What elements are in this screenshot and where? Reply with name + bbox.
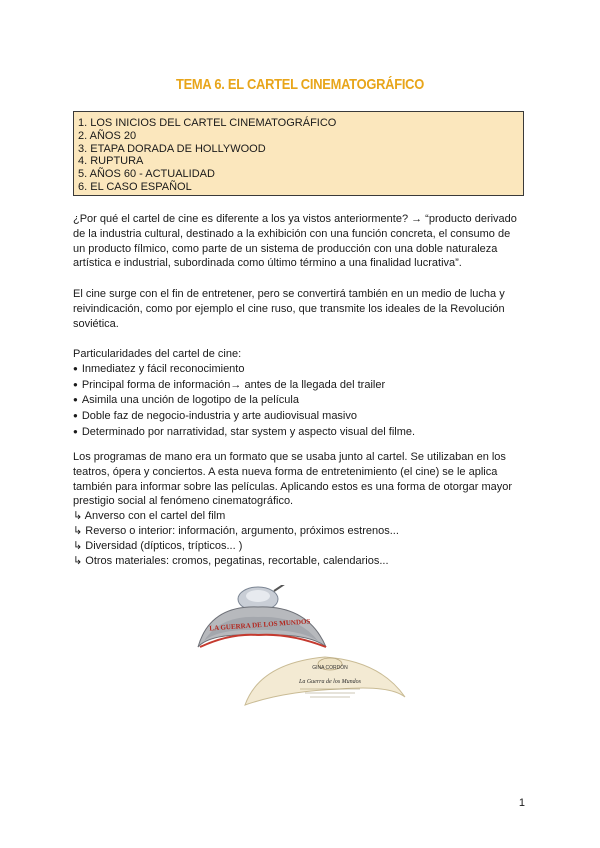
list-item: ● Principal forma de información→ antes de la llegada del trailer [73, 378, 528, 394]
fan-program-cream [245, 657, 405, 705]
table-of-contents [73, 111, 524, 196]
toc-item: 6. EL CASO ESPAÑOL [78, 180, 192, 193]
paragraph-programs [73, 450, 528, 568]
page-title: TEMA 6. EL CARTEL CINEMATOGRÁFICO [175, 76, 425, 93]
page-number: 1 [518, 797, 525, 809]
text-line: El cine surge con el fin de entretener, pero se convertirá también en un medio de lucha y [73, 288, 505, 300]
text-line: un producto fílmico, como parte de un sistema de producción con una doble naturaleza [73, 242, 498, 255]
text-line: ¿Por qué el cartel de cine es diferente a los ya vistos anteriormente? → “producto derivado [73, 213, 517, 225]
text-line: prestigio social al fenómeno cinematográfico. [73, 495, 294, 508]
text-line: de la industria cultural, destinado a la exhibición con una función concreta, el consumo de [73, 227, 511, 240]
particularities-list [73, 347, 528, 441]
toc-item: 5. AÑOS 60 - ACTUALIDAD [78, 168, 215, 181]
toc-item: 1. LOS INICIOS DEL CARTEL CINEMATOGRÁFICO [78, 117, 337, 129]
text-line: Los programas de mano era un formato que se usaba junto al cartel. Se utilizaban en los [73, 451, 506, 463]
hand-fan-programs-image [190, 585, 420, 725]
paragraph-definition [73, 212, 528, 271]
toc-item: 4. RUPTURA [78, 155, 144, 168]
text-line: también para informar sobre las películas. Aplicando estos es una forma de otorgar mayor [73, 480, 513, 493]
text-line: artística e industrial, subordinada como último término a una finalidad lucrativa”. [73, 257, 462, 270]
sub-list-item: ↳ Anverso con el cartel del film [73, 510, 226, 523]
list-item: ● Asimila una unción de logotipo de la película [73, 393, 528, 409]
toc-item: 2. AÑOS 20 [78, 129, 137, 142]
sub-list-item: ↳ Reverso o interior: información, argumento, próximos estrenos... [73, 524, 399, 537]
text-line: soviética. [73, 317, 119, 330]
fan-program-war-of-worlds [198, 585, 326, 647]
fan1-title: LA GUERRA DE LOS MUNDOS [209, 617, 311, 633]
sub-list-item: ↳ Diversidad (dípticos, trípticos... ) [73, 539, 243, 552]
list-item: ● Inmediatez y fácil reconocimiento [73, 362, 528, 378]
list-item: ● Determinado por narratividad, star system y aspecto visual del filme. [73, 425, 528, 441]
text-line: reivindicación, como por ejemplo el cine ruso, que transmite los ideales de la Revolución [73, 302, 505, 315]
text-line: teatros, ópera y conciertos. A esta nueva forma de entretenimiento (el cine) se le aplica [73, 465, 498, 478]
list-intro: Particularidades del cartel de cine: [73, 348, 242, 360]
sub-list-item: ↳ Otros materiales: cromos, pegatinas, recortable, calendarios... [73, 554, 389, 567]
toc-item: 3. ETAPA DORADA DE HOLLYWOOD [78, 142, 266, 155]
list-item: ● Doble faz de negocio-industria y arte audiovisual masivo [73, 409, 528, 425]
paragraph-purpose [73, 287, 528, 331]
fan2-header: GINA CORDÓN [312, 665, 348, 671]
fan2-title: La Guerra de los Mundos [298, 679, 362, 685]
